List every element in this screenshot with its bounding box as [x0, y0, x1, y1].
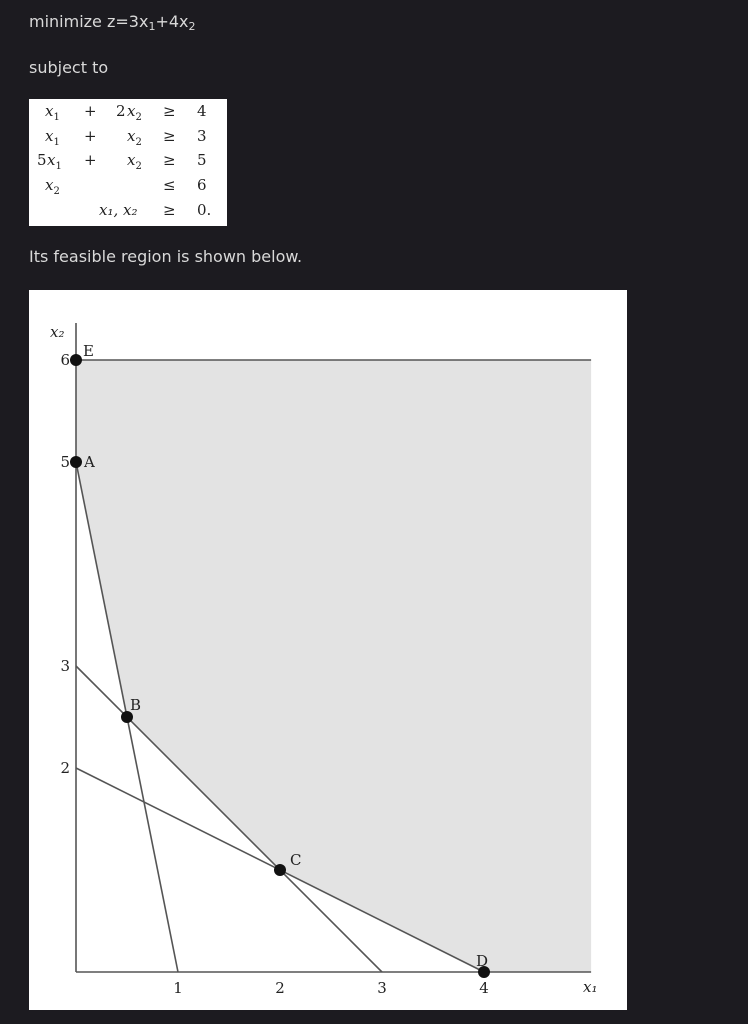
- c1-rel: ≥: [163, 102, 176, 120]
- y-tick-label: 6: [60, 351, 70, 369]
- c2-rhs: 3: [197, 127, 207, 145]
- c3-x1: $x_1$: [47, 151, 62, 172]
- y-tick-label: 2: [60, 759, 70, 777]
- c4-rel: ≤: [163, 176, 176, 194]
- c3-rhs: 5: [197, 151, 207, 169]
- c4-x2: $x_2$: [45, 176, 60, 197]
- x-tick-label: 4: [479, 979, 489, 997]
- y-axis-label: x₂: [50, 323, 65, 341]
- x-axis-label: x₁: [583, 978, 598, 996]
- feasible-region: [76, 360, 591, 972]
- c1-rhs: 4: [197, 102, 207, 120]
- constraints-image: [29, 99, 227, 226]
- feasible-region-caption: Its feasible region is shown below.: [29, 247, 303, 266]
- vertex-label-b: B: [130, 696, 142, 714]
- c2-x2: $x_2$: [127, 127, 142, 148]
- c3-coef1: 5: [37, 151, 47, 169]
- c4-rhs: 6: [197, 176, 207, 194]
- c3-op: +: [84, 151, 97, 169]
- c1-op: +: [84, 102, 97, 120]
- vertex-e: [70, 354, 82, 366]
- x-tick-label: 3: [377, 979, 387, 997]
- c2-x1: $x_1$: [45, 127, 60, 148]
- vertex-a: [70, 456, 82, 468]
- c5-rhs: 0.: [197, 201, 212, 219]
- c3-x2: $x_2$: [127, 151, 142, 172]
- x-tick-label: 2: [275, 979, 285, 997]
- y-tick-label: 3: [60, 657, 70, 675]
- x-tick-label: 1: [173, 979, 183, 997]
- vertex-label-c: C: [290, 851, 302, 869]
- vertex-label-a: A: [84, 453, 95, 471]
- y-tick-label: 5: [60, 453, 70, 471]
- subject-to-label: subject to: [29, 58, 109, 77]
- c1-x2: $x_2$: [127, 102, 142, 123]
- c1-coef2: 2: [116, 102, 126, 120]
- c2-op: +: [84, 127, 97, 145]
- c5-rel: ≥: [163, 201, 176, 219]
- c5-vars: x₁, x₂: [99, 201, 138, 219]
- vertex-label-d: D: [476, 952, 489, 970]
- c3-rel: ≥: [163, 151, 176, 169]
- feasible-region-figure: [29, 290, 627, 1010]
- vertex-label-e: E: [83, 342, 94, 360]
- feasible-region-plot: [29, 290, 627, 1010]
- objective-function: minimize $z=3x_1+4x_2$: [29, 12, 196, 33]
- vertex-c: [274, 864, 286, 876]
- c1-x1: $x_1$: [45, 102, 60, 123]
- c2-rel: ≥: [163, 127, 176, 145]
